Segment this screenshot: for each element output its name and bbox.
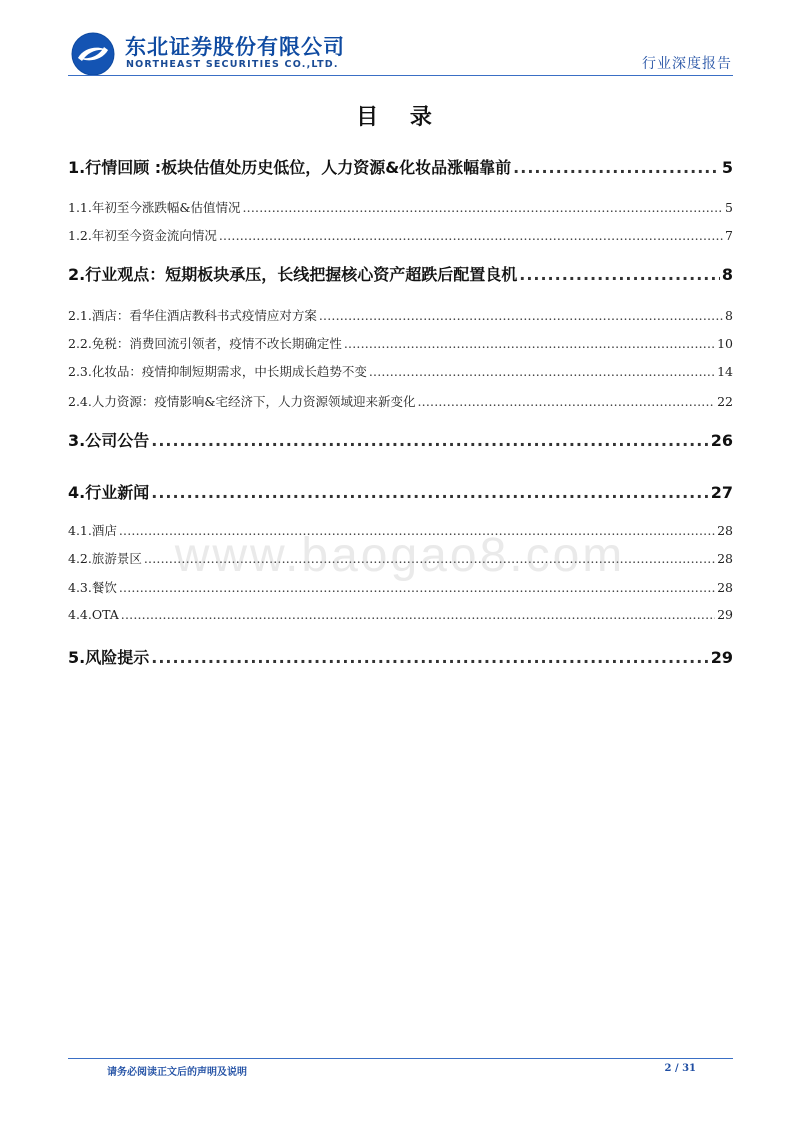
toc-leader-dots <box>243 200 724 215</box>
toc-entry-2-4[interactable] <box>68 392 733 410</box>
toc-entry-number: 2.2. <box>68 336 92 351</box>
toc-entry-3[interactable] <box>68 428 733 451</box>
watermark: www.baogao8.com <box>174 529 626 582</box>
toc-entry-page: 22 <box>717 394 733 409</box>
toc-entry-title: 酒店 <box>91 523 117 538</box>
report-type-label: 行业深度报告 <box>642 56 732 72</box>
toc-entry-title: 年初至今资金流向情况 <box>91 228 217 243</box>
toc-entry-page: 28 <box>717 523 733 538</box>
toc-entry-title: 化妆品：疫情抑制短期需求，中长期成长趋势不变 <box>91 364 367 379</box>
toc-leader-dots <box>344 336 715 351</box>
toc-entry-page: 29 <box>710 648 733 667</box>
toc-entry-title: 行业观点：短期板块承压，长线把握核心资产超跌后配置良机 <box>85 265 518 284</box>
toc-entry-number: 2.3. <box>68 364 92 379</box>
toc-entry-number: 2. <box>68 265 86 284</box>
toc-leader-dots <box>151 483 709 502</box>
toc-title: 目 录 <box>356 105 444 130</box>
toc-entry-title: OTA <box>91 607 119 622</box>
toc-entry-number: 4.1. <box>68 523 92 538</box>
footer-disclaimer: 请务必阅读正文后的声明及说明 <box>107 1067 247 1078</box>
toc-entry-2-2[interactable] <box>68 334 733 352</box>
toc-leader-dots <box>151 431 709 450</box>
toc-entry-number: 1.1. <box>68 200 92 215</box>
toc-entry-4[interactable] <box>68 480 733 503</box>
toc-entry-page: 14 <box>717 364 733 379</box>
toc-leader-dots <box>319 308 723 323</box>
toc-entry-number: 4.2. <box>68 551 92 566</box>
toc-entry-1-1[interactable] <box>68 198 733 216</box>
toc-leader-dots <box>121 607 715 622</box>
toc-entry-page: 27 <box>710 483 733 502</box>
toc-leader-dots <box>151 648 709 667</box>
company-logo-icon <box>70 31 116 77</box>
toc-entry-page: 26 <box>710 431 733 450</box>
toc-leader-dots <box>219 228 723 243</box>
toc-entry-page: 29 <box>717 607 733 622</box>
toc-entry-page: 28 <box>717 551 733 566</box>
toc-entry-number: 2.1. <box>68 308 92 323</box>
toc-entry-title: 人力资源：疫情影响&宅经济下，人力资源领域迎来新变化 <box>91 394 416 409</box>
page-indicator: 2 / 31 <box>664 1063 696 1074</box>
company-name-cn: 东北证券股份有限公司 <box>125 35 345 59</box>
toc-entry-number: 4. <box>68 483 86 502</box>
toc-entry-1[interactable] <box>68 155 733 178</box>
toc-entry-number: 1. <box>68 158 86 177</box>
toc-entry-page: 5 <box>725 200 733 215</box>
toc-entry-title: 旅游景区 <box>91 551 142 566</box>
toc-leader-dots <box>513 158 720 177</box>
toc-entry-4-4[interactable] <box>68 607 733 622</box>
toc-entry-title: 餐饮 <box>91 580 117 595</box>
toc-leader-dots <box>519 265 720 284</box>
toc-entry-number: 5. <box>68 648 86 667</box>
toc-entry-title: 行情回顾 :板块估值处历史低位，人力资源&化妆品涨幅靠前 <box>85 158 512 177</box>
toc-entry-number: 3. <box>68 431 86 450</box>
footer-divider <box>68 1058 733 1059</box>
company-name-en: NORTHEAST SECURITIES CO.,LTD. <box>126 59 339 70</box>
toc-entry-title: 免税：消费回流引领者，疫情不改长期确定性 <box>91 336 342 351</box>
toc-entry-title: 风险提示 <box>85 648 150 667</box>
toc-entry-page: 28 <box>717 580 733 595</box>
toc-entry-page: 10 <box>717 336 733 351</box>
toc-entry-1-2[interactable] <box>68 226 733 244</box>
toc-entry-title: 年初至今涨跌幅&估值情况 <box>91 200 241 215</box>
toc-entry-2[interactable] <box>68 262 733 285</box>
toc-leader-dots <box>369 364 715 379</box>
toc-entry-number: 2.4. <box>68 394 92 409</box>
toc-entry-number: 4.4. <box>68 607 92 622</box>
page-header <box>0 0 800 80</box>
header-divider <box>68 75 733 76</box>
toc-entry-number: 1.2. <box>68 228 92 243</box>
toc-leader-dots <box>418 394 716 409</box>
toc-entry-page: 8 <box>725 308 733 323</box>
toc-entry-title: 行业新闻 <box>85 483 150 502</box>
toc-entry-5[interactable] <box>68 645 733 668</box>
toc-entry-title: 公司公告 <box>85 431 150 450</box>
toc-entry-2-1[interactable] <box>68 306 733 324</box>
toc-entry-number: 4.3. <box>68 580 92 595</box>
toc-entry-title: 酒店：看华住酒店教科书式疫情应对方案 <box>91 308 317 323</box>
toc-entry-2-3[interactable] <box>68 362 733 380</box>
toc-entry-page: 8 <box>721 265 733 284</box>
toc-entry-page: 7 <box>725 228 733 243</box>
toc-entry-page: 5 <box>721 158 733 177</box>
